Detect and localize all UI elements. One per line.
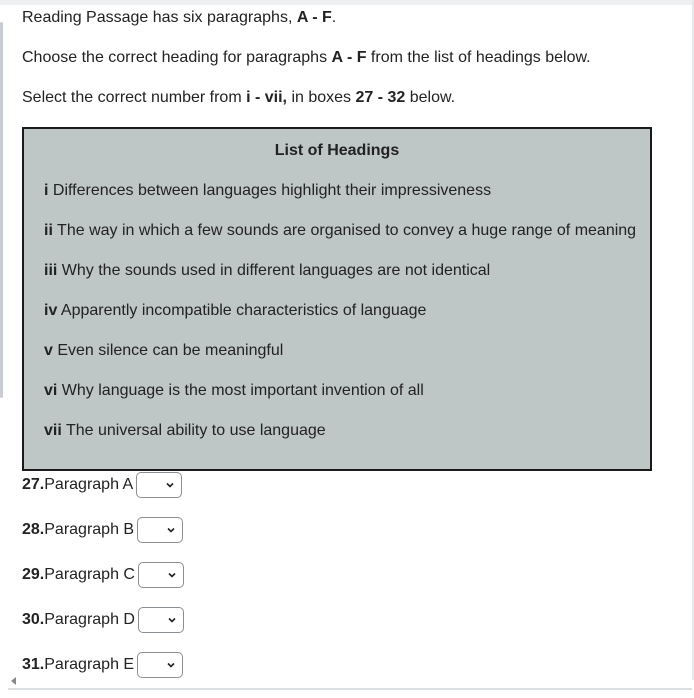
top-divider [0, 0, 694, 5]
chevron-down-icon [166, 481, 174, 489]
vertical-scrollbar-thumb[interactable] [0, 22, 3, 398]
heading-item-ii: ii The way in which a few sounds are organised to convey a huge range of meaning [44, 222, 637, 239]
heading-item-i: i Differences between languages highlight their impressiveness [44, 182, 492, 199]
question-row-28: 28. Paragraph B [22, 517, 183, 543]
paragraph-c-select[interactable] [138, 562, 184, 588]
paragraph-b-select[interactable] [137, 517, 183, 543]
question-row-29: 29. Paragraph C [22, 562, 184, 588]
horizontal-scroll-track[interactable] [8, 688, 692, 690]
question-row-31: 31. Paragraph E [22, 652, 183, 678]
paragraph-d-select[interactable] [138, 607, 184, 633]
paragraph-e-select[interactable] [137, 652, 183, 678]
heading-item-iv: iv Apparently incompatible characteristics of language [44, 302, 427, 319]
question-row-30: 30. Paragraph D [22, 607, 184, 633]
question-row-27: 27. Paragraph A [22, 472, 182, 498]
heading-item-iii: iii Why the sounds used in different languages are not identical [44, 262, 491, 279]
instruction-line-2: Choose the correct heading for paragraphs A - F from the list of headings below. [22, 49, 591, 66]
heading-item-v: v Even silence can be meaningful [44, 342, 284, 359]
paragraph-a-select[interactable] [136, 472, 182, 498]
chevron-down-icon [167, 526, 175, 534]
instruction-line-1: Reading Passage has six paragraphs, A - F. [22, 9, 337, 26]
chevron-down-icon [167, 661, 175, 669]
instructions-section [22, 8, 662, 471]
headings-title: List of Headings [274, 142, 400, 159]
list-of-headings-box [22, 127, 652, 471]
triangle-left-icon[interactable] [9, 675, 19, 687]
chevron-down-icon [168, 571, 176, 579]
heading-item-vi: vi Why language is the most important invention of all [44, 382, 424, 399]
heading-item-vii: vii The universal ability to use language [44, 422, 326, 439]
instruction-line-3: Select the correct number from i - vii, in boxes 27 - 32 below. [22, 89, 456, 106]
chevron-down-icon [168, 616, 176, 624]
